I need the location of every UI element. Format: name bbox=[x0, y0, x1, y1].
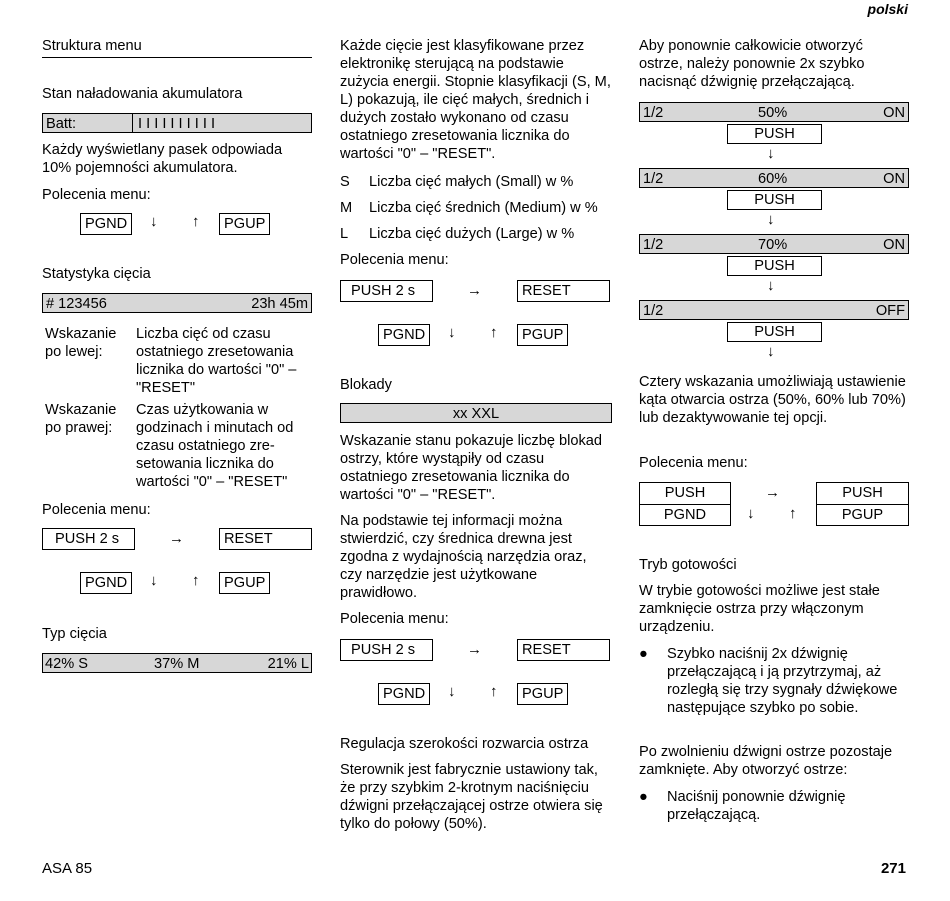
model-label: ASA 85 bbox=[42, 860, 93, 877]
arrow-right-icon: → bbox=[765, 484, 780, 501]
push-button[interactable]: PUSH bbox=[727, 322, 822, 342]
push-button[interactable]: PUSH bbox=[727, 124, 822, 144]
push-2s-button[interactable]: PUSH 2 s bbox=[340, 639, 433, 661]
cut-type-medium: 37% M bbox=[154, 656, 200, 672]
blocks-heading: Blokady bbox=[340, 377, 392, 393]
opening-step-off: 1/2 OFF bbox=[639, 300, 909, 320]
key-l-text: Liczba cięć dużych (Large) w % bbox=[369, 226, 575, 242]
commands-label: Polecenia menu: bbox=[639, 455, 748, 471]
opening-steps-text: Cztery wskazania umożliwiają ustawienie kąta otwarcia ostrza (50%, 60% lub 70%) lub dezaktywowanie tej opcji. bbox=[639, 374, 906, 426]
page-number: 271 bbox=[880, 860, 906, 877]
battery-divider bbox=[132, 114, 133, 132]
arrow-up-icon: ↑ bbox=[490, 324, 498, 341]
pgup-button[interactable]: PGUP bbox=[517, 324, 568, 346]
language-label: polski bbox=[867, 1, 908, 17]
opening-step-70: 1/2 70% ON bbox=[639, 234, 909, 254]
push-button[interactable]: PUSH bbox=[640, 483, 730, 505]
battery-commands-label: Polecenia menu: bbox=[42, 187, 151, 203]
opening-step-60: 1/2 60% ON bbox=[639, 168, 909, 188]
width-adjust-text: Sterownik jest fabrycznie ustawiony tak, że przy szybkim 2-krotnym naciśnięciu dźwigni przełączającej ostrze otwiera się tylko do połowy (50%). bbox=[340, 762, 603, 832]
push-button[interactable]: PUSH bbox=[727, 190, 822, 210]
arrow-down-icon: ↓ bbox=[448, 324, 456, 341]
bullet-icon: ● bbox=[639, 789, 648, 805]
key-m: M bbox=[340, 200, 353, 216]
commands-label: Polecenia menu: bbox=[340, 252, 449, 268]
pgup-button[interactable]: PGUP bbox=[517, 683, 568, 705]
pgnd-button[interactable]: PGND bbox=[663, 507, 707, 523]
blocks-text-2: Na podstawie tej informacji można stwierdzić, czy średnica drewna jest zgodna z wydajnością narzędzia oraz, czy narzędzie jest użytkowane prawidłowo. bbox=[340, 513, 587, 601]
key-s: S bbox=[340, 174, 350, 190]
arrow-up-icon: ↑ bbox=[789, 505, 797, 522]
arrow-right-icon: → bbox=[169, 530, 184, 547]
pgup-button[interactable]: PGUP bbox=[841, 507, 884, 523]
blocks-value: xx XXL bbox=[452, 406, 500, 422]
commands-label: Polecenia menu: bbox=[340, 611, 449, 627]
push-2s-button[interactable]: PUSH 2 s bbox=[42, 528, 135, 550]
cut-type-small: 42% S bbox=[45, 656, 88, 672]
reset-button[interactable]: RESET bbox=[517, 280, 610, 302]
arrow-down-icon: ↓ bbox=[150, 572, 158, 589]
stats-display bbox=[42, 293, 312, 313]
key-m-text: Liczba cięć średnich (Medium) w % bbox=[369, 200, 598, 216]
push-2s-button[interactable]: PUSH 2 s bbox=[340, 280, 433, 302]
cut-classification-text: Każde cięcie jest klasyfikowane przez elektronikę sterującą na podstawie zużycia energii. Stopnie klasyfikacji (S, M, L) pokazują, ile cięć małych, średnich i dużych zostało wykonano od czasu ostatniego zresetowania licznika do wartości "0" – "RESET". bbox=[340, 38, 611, 162]
pgnd-button[interactable]: PGND bbox=[80, 572, 132, 594]
key-l: L bbox=[340, 226, 349, 242]
arrow-down-icon: ↓ bbox=[448, 683, 456, 700]
width-adjust-heading: Regulacja szerokości rozwarcia ostrza bbox=[340, 736, 589, 752]
arrow-right-icon: → bbox=[467, 282, 482, 299]
arrow-up-icon: ↑ bbox=[490, 683, 498, 700]
pgup-button[interactable]: PGUP bbox=[219, 213, 270, 235]
battery-label: Batt: bbox=[46, 116, 77, 132]
stats-commands-label: Polecenia menu: bbox=[42, 502, 151, 518]
arrow-down-icon: ↓ bbox=[150, 213, 158, 230]
arrow-down-icon: ↓ bbox=[767, 211, 775, 228]
stats-id: # 123456 bbox=[46, 296, 107, 312]
bullet-item bbox=[639, 645, 909, 735]
pgnd-button[interactable]: PGND bbox=[378, 683, 430, 705]
arrow-down-icon: ↓ bbox=[747, 505, 755, 522]
menu-structure-heading: Struktura menu bbox=[42, 37, 312, 58]
blocks-text-1: Wskazanie stanu pokazuje liczbę blokad ostrzy, które wystąpiły od czasu ostatniego zresetowania licznika do wartości "0" – "RESET". bbox=[340, 433, 603, 503]
cut-type-large: 21% L bbox=[267, 656, 309, 672]
stats-left-label: Wskazanie po lewej: bbox=[45, 326, 117, 360]
stats-right-label: Wskazanie po prawej: bbox=[45, 402, 117, 436]
pgnd-button[interactable]: PGND bbox=[378, 324, 430, 346]
release-text: Po zwolnieniu dźwigni ostrze pozostaje zamknięte. Aby otworzyć ostrze: bbox=[639, 744, 893, 778]
push-button[interactable]: PUSH bbox=[727, 256, 822, 276]
arrow-down-icon: ↓ bbox=[767, 343, 775, 360]
push-button[interactable]: PUSH bbox=[817, 483, 908, 505]
full-open-text: Aby ponownie całkowicie otworzyć ostrze, należy ponownie 2x szybko nacisnąć dźwignię przełączającą. bbox=[639, 38, 865, 90]
bullet-item bbox=[639, 788, 909, 828]
stats-right-text: Czas użytkowania w godzinach i minutach od czasu ostatniego zre-setowania licznika do wartości "0" – "RESET" bbox=[136, 402, 294, 490]
pgnd-button[interactable]: PGND bbox=[80, 213, 132, 235]
standby-text: W trybie gotowości możliwe jest stałe zamknięcie ostrza przy włączonym urządzeniu. bbox=[639, 583, 880, 635]
arrow-up-icon: ↑ bbox=[192, 213, 200, 230]
reset-button[interactable]: RESET bbox=[219, 528, 312, 550]
opening-step-50: 1/2 50% ON bbox=[639, 102, 909, 122]
battery-heading: Stan naładowania akumulatora bbox=[42, 86, 243, 102]
pgup-button[interactable]: PGUP bbox=[219, 572, 270, 594]
cut-type-heading: Typ cięcia bbox=[42, 626, 107, 642]
push-pgup-box bbox=[816, 482, 909, 526]
stats-time: 23h 45m bbox=[251, 296, 308, 312]
stats-left-text: Liczba cięć od czasu ostatniego zresetowania licznika do wartości "0" – "RESET" bbox=[136, 326, 297, 396]
arrow-down-icon: ↓ bbox=[767, 145, 775, 162]
arrow-right-icon: → bbox=[467, 641, 482, 658]
stats-heading: Statystyka cięcia bbox=[42, 266, 151, 282]
bullet-text: Szybko naciśnij 2x dźwignię przełączającą i ją przytrzymaj, aż rozległą się trzy sygnały dźwiękowe następujące szybko po sobie. bbox=[667, 646, 898, 716]
bullet-text: Naciśnij ponownie dźwignię przełączającą. bbox=[667, 789, 846, 823]
bullet-icon: ● bbox=[639, 646, 648, 662]
arrow-up-icon: ↑ bbox=[192, 572, 200, 589]
arrow-down-icon: ↓ bbox=[767, 277, 775, 294]
blocks-display bbox=[340, 403, 612, 423]
key-s-text: Liczba cięć małych (Small) w % bbox=[369, 174, 574, 190]
battery-display bbox=[42, 113, 312, 133]
cut-type-display bbox=[42, 653, 312, 673]
push-pgnd-box bbox=[639, 482, 731, 526]
battery-description: Każdy wyświetlany pasek odpowiada 10% pojemności akumulatora. bbox=[42, 142, 283, 176]
reset-button[interactable]: RESET bbox=[517, 639, 610, 661]
standby-heading: Tryb gotowości bbox=[639, 557, 737, 573]
battery-bars: I I I I I I I I I I bbox=[138, 116, 216, 132]
